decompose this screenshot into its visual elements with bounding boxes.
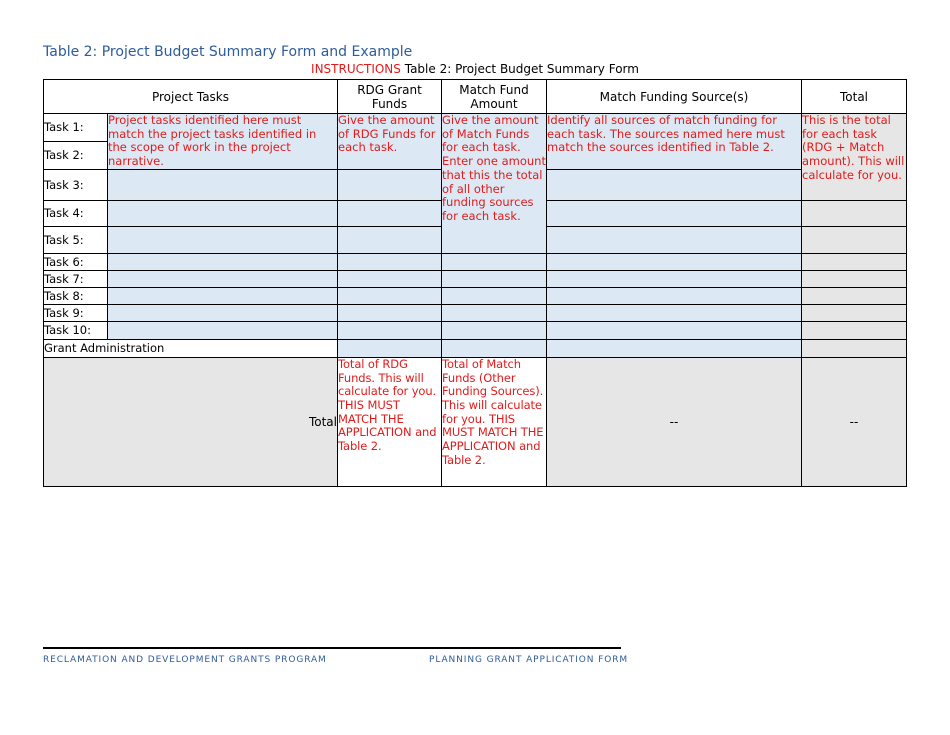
sources-total: -- [547,357,802,486]
sources-input[interactable] [547,169,802,200]
total-cell [802,339,907,357]
table-row [44,270,907,287]
header-project-tasks: Project Tasks [44,80,338,114]
total-cell [802,321,907,339]
rdg-input[interactable] [338,270,442,287]
grant-admin-row [44,339,907,357]
total-row [44,357,907,486]
match-total-instruction: Total of Match Funds (Other Funding Sources). This will calculate for you. THIS MUST MATCH THE APPLICATION and Table 2. [442,357,547,486]
page-heading: Table 2: Project Budget Summary Form and Example [43,44,413,60]
table-row [44,287,907,304]
total-cell [802,270,907,287]
budget-summary-table [43,79,907,487]
task-label: Task 6: [44,253,108,270]
match-instruction[interactable]: Give the amount of Match Funds for each task. Enter one amount that this the total of all other funding sources for each task. [442,114,547,254]
tasks-instruction[interactable]: Project tasks identified here must match the project tasks identified in the scope of work in the project narrative. [108,114,338,170]
task-label: Task 3: [44,169,108,200]
task-label: Task 8: [44,287,108,304]
total-cell [802,253,907,270]
footer-form-name: PLANNING GRANT APPLICATION FORM [429,655,629,665]
header-total: Total [802,80,907,114]
task-input[interactable] [108,321,338,339]
grant-admin-label: Grant Administration [44,339,338,357]
rdg-input[interactable] [338,253,442,270]
sources-input[interactable] [547,253,802,270]
rdg-total-instruction: Total of RDG Funds. This will calculate for you. THIS MUST MATCH THE APPLICATION and Table 2. [338,357,442,486]
sources-input[interactable] [547,200,802,226]
task-label: Task 5: [44,226,108,253]
grand-total: -- [802,357,907,486]
task-label: Task 4: [44,200,108,226]
rdg-input[interactable] [338,321,442,339]
task-input[interactable] [108,253,338,270]
table-row [44,304,907,321]
task-label: Task 10: [44,321,108,339]
sources-input[interactable] [547,270,802,287]
task-label: Task 9: [44,304,108,321]
task-input[interactable] [108,287,338,304]
task-label: Task 7: [44,270,108,287]
task-input[interactable] [108,226,338,253]
table-header-row [44,80,907,114]
sources-input[interactable] [547,304,802,321]
match-input[interactable] [442,287,547,304]
task-input[interactable] [108,169,338,200]
rdg-instruction[interactable]: Give the amount of RDG Funds for each task. [338,114,442,170]
sources-input[interactable] [547,339,802,357]
sources-input[interactable] [547,226,802,253]
footer-divider [43,647,621,649]
match-input[interactable] [442,304,547,321]
sources-input[interactable] [547,287,802,304]
total-cell [802,226,907,253]
match-input[interactable] [442,253,547,270]
rdg-input[interactable] [338,169,442,200]
sources-input[interactable] [547,321,802,339]
match-input[interactable] [442,339,547,357]
task-input[interactable] [108,304,338,321]
sources-instruction[interactable]: Identify all sources of match funding for each task. The sources named here must match the sources identified in Table 2. [547,114,802,170]
rdg-input[interactable] [338,200,442,226]
total-label: Total [44,357,338,486]
table-row [44,253,907,270]
table-title: Table 2: Project Budget Summary Form [404,62,639,76]
task-input[interactable] [108,270,338,287]
match-input[interactable] [442,321,547,339]
table-row [44,321,907,339]
rdg-input[interactable] [338,304,442,321]
rdg-input[interactable] [338,287,442,304]
footer-program-name: RECLAMATION AND DEVELOPMENT GRANTS PROGRAM [43,655,327,665]
header-match-funding-sources: Match Funding Source(s) [547,80,802,114]
total-instruction: This is the total for each task (RDG + Match amount). This will calculate for you. [802,114,907,201]
rdg-input[interactable] [338,339,442,357]
match-input[interactable] [442,270,547,287]
table-row [44,114,907,142]
total-cell [802,287,907,304]
task-label: Task 1: [44,114,108,142]
task-input[interactable] [108,200,338,226]
instructions-label: INSTRUCTIONS [311,62,401,76]
rdg-input[interactable] [338,226,442,253]
table-subheading [0,62,950,76]
header-rdg-grant-funds: RDG Grant Funds [338,80,442,114]
header-match-fund-amount: Match Fund Amount [442,80,547,114]
total-cell [802,304,907,321]
total-cell [802,200,907,226]
task-label: Task 2: [44,141,108,169]
